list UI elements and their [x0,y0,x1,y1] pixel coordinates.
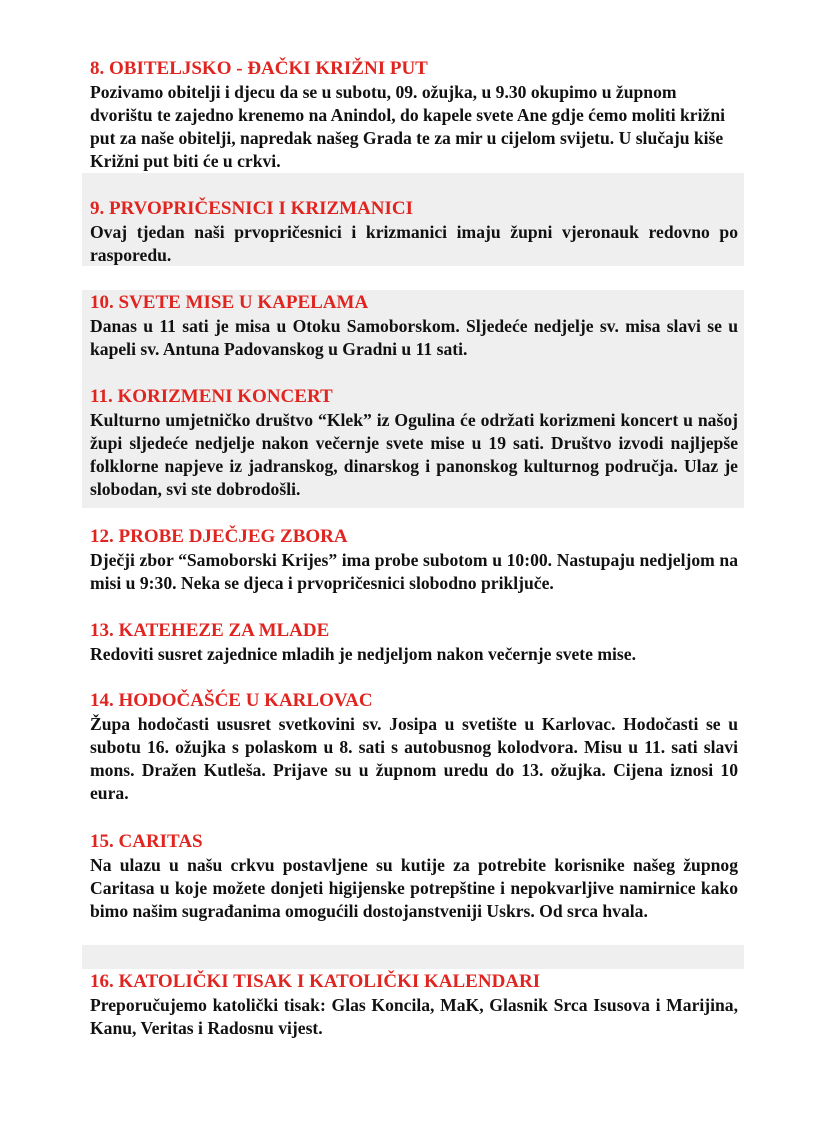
section-heading: 15. CARITAS [90,831,203,852]
section-text: Preporučujemo katolički tisak: Glas Koncila, MaK, Glasnik Srca Isusova i Marijina, Kanu, Veritas i Radosnu vijest. [90,995,738,1038]
section-heading: 8. OBITELJSKO - ĐAČKI KRIŽNI PUT [90,58,428,79]
section-text: Dječji zbor “Samoborski Krijes” ima probe subotom u 10:00. Nastupaju nedjeljom na misi u 9:30. Neka se djeca i prvopričesnici slobodno priključe. [90,550,738,593]
section-text: Župa hodočasti ususret svetkovini sv. Josipa u svetište u Karlovac. Hodočasti se u subotu 16. ožujka s polaskom u 8. sati s autobusnog kolodvora. Misu u 11. sati slavi mons. Dražen Kutleša. Prijave su u župnom uredu do 13. ožujka. Cijena iznosi 10 eura. [90,714,738,803]
section-korizmeni-koncert [90,385,738,501]
section-katolicki-tisak [90,970,738,1040]
section-prvopricesnici [90,197,738,267]
section-djecji-zbor [90,525,738,595]
section-text: Kulturno umjetničko društvo “Klek” iz Ogulina će održati korizmeni koncert u našoj župi sljedeće nedjelje nakon večernje svete mise u 19 sati. Društvo izvodi najljepše folklorne napjeve iz jadranskog, dinarskog i panonskog kulturnog područja. Ulaz je slobodan, svi ste dobrodošli. [90,410,738,499]
section-heading: 12. PROBE DJEČJEG ZBORA [90,526,348,547]
section-obiteljski-krizni-put [90,57,738,173]
section-heading: 11. KORIZMENI KONCERT [90,386,333,407]
section-hodocasce [90,689,738,805]
section-heading: 16. KATOLIČKI TISAK I KATOLIČKI KALENDARI [90,971,541,992]
section-heading: 9. PRVOPRIČESNICI I KRIZMANICI [90,198,414,219]
section-text: Na ulazu u našu crkvu postavljene su kutije za potrebite korisnike našeg župnog Caritasa u koje možete donjeti higijenske potrepštine i nepokvarljive namirnice kako bimo našim sugrađanima omogućili dostojanstveniji Uskrs. Od srca hvala. [90,855,738,921]
section-text: Ovaj tjedan naši prvopričesnici i krizmanici imaju župni vjeronauk redovno po rasporedu. [90,222,738,265]
shaded-band [82,945,744,969]
section-heading: 13. KATEHEZE ZA MLADE [90,620,330,641]
section-svete-mise [90,291,738,361]
section-text: Redoviti susret zajednice mladih je nedjeljom nakon večernje svete mise. [90,644,636,664]
section-text: Danas u 11 sati je misa u Otoku Samoborskom. Sljedeće nedjelje sv. misa slavi se u kapeli sv. Antuna Padovanskog u Gradni u 11 sati. [90,316,738,359]
section-kateheze [90,619,738,666]
section-caritas [90,830,738,923]
section-text: Pozivamo obitelji i djecu da se u subotu, 09. ožujka, u 9.30 okupimo u župnom dvorištu te zajedno krenemo na Anindol, do kapele svete Ane gdje ćemo moliti križni put za naše obitelji, napredak našeg Grada te za mir u cijelom svijetu. U slučaju kiše Križni put biti će u crkvi. [90,82,725,171]
section-heading: 14. HODOČAŠĆE U KARLOVAC [90,690,373,711]
section-heading: 10. SVETE MISE U KAPELAMA [90,292,369,313]
